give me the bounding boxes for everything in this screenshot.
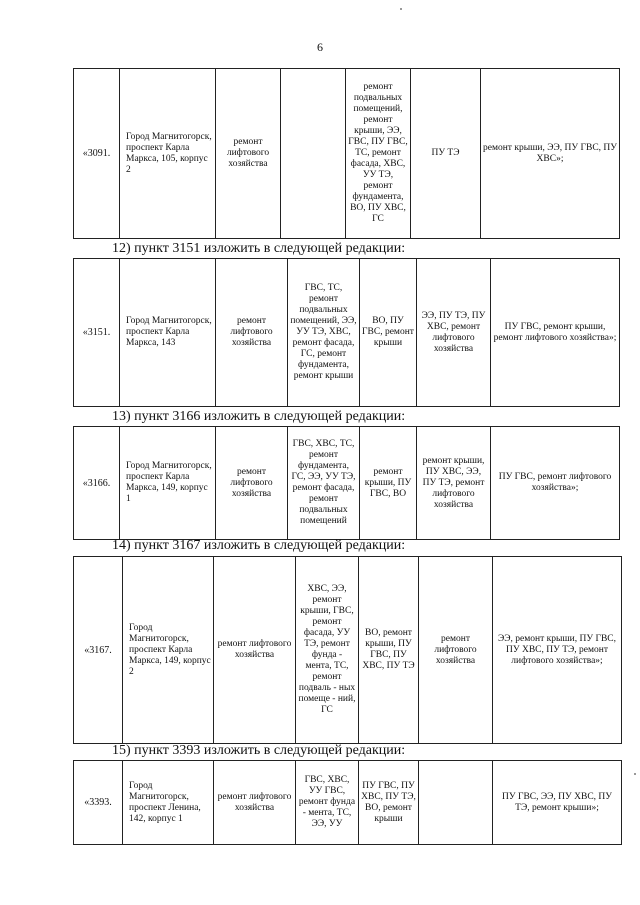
amendment-heading: 15) пункт 3393 изложить в следующей редакции: bbox=[112, 743, 406, 758]
item-number: «3393. bbox=[74, 761, 123, 845]
address-cell: Город Магнитогорск, проспект Карла Маркса, 105, корпус 2 bbox=[120, 69, 216, 239]
work-cell-7: ЭЭ, ремонт крыши, ПУ ГВС, ПУ ХВС, ПУ ТЭ, ремонт лифтового хозяйства»; bbox=[493, 557, 622, 744]
address-cell: Город Магнитогорск, проспект Ленина, 142, корпус 1 bbox=[123, 761, 214, 845]
work-cell-4: ГВС, ХВС, ТС, ремонт фундамента, ГС, ЭЭ, УУ ТЭ, ремонт фасада, ремонт подвальных помещений bbox=[288, 427, 360, 540]
work-cell-3: ремонт лифтового хозяйства bbox=[216, 69, 281, 239]
work-cell-4: ГВС, ТС, ремонт подвальных помещений, ЭЭ, УУ ТЭ, ХВС, ремонт фасада, ГС, ремонт фундамента, ремонт крыши bbox=[288, 259, 360, 407]
item-number: «3166. bbox=[74, 427, 120, 540]
table-row bbox=[74, 259, 620, 407]
table-item-3091 bbox=[73, 68, 620, 239]
table-item-3167 bbox=[73, 556, 622, 744]
work-cell-3: ремонт лифтового хозяйства bbox=[214, 557, 296, 744]
work-cell-5: ВО, ремонт крыши, ПУ ГВС, ПУ ХВС, ПУ ТЭ bbox=[359, 557, 419, 744]
work-cell-7: ПУ ГВС, ремонт лифтового хозяйства»; bbox=[491, 427, 620, 540]
table-row bbox=[74, 761, 622, 845]
address-cell: Город Магнитогорск, проспект Карла Маркса, 143 bbox=[120, 259, 216, 407]
address-cell: Город Магнитогорск, проспект Карла Маркса, 149, корпус 2 bbox=[123, 557, 214, 744]
scan-speck bbox=[400, 8, 402, 10]
scan-speck bbox=[634, 773, 636, 775]
item-number: «3151. bbox=[74, 259, 120, 407]
work-cell-6: ПУ ТЭ bbox=[411, 69, 481, 239]
work-cell-3: ремонт лифтового хозяйства bbox=[216, 259, 288, 407]
work-cell-6: ЭЭ, ПУ ТЭ, ПУ ХВС, ремонт лифтового хозяйства bbox=[417, 259, 491, 407]
table-row bbox=[74, 69, 620, 239]
work-cell-4: ХВС, ЭЭ, ремонт крыши, ГВС, ремонт фасада, УУ ТЭ, ремонт фунда - мента, ТС, ремонт подваль - ных помеще - ний, ГС bbox=[296, 557, 359, 744]
work-cell-7: ремонт крыши, ЭЭ, ПУ ГВС, ПУ ХВС»; bbox=[481, 69, 620, 239]
work-cell-6 bbox=[419, 761, 493, 845]
table-row bbox=[74, 557, 622, 744]
work-cell-6: ремонт крыши, ПУ ХВС, ЭЭ, ПУ ТЭ, ремонт лифтового хозяйства bbox=[417, 427, 491, 540]
amendment-heading: 14) пункт 3167 изложить в следующей редакции: bbox=[112, 538, 406, 553]
table-item-3166 bbox=[73, 426, 620, 540]
amendment-heading: 13) пункт 3166 изложить в следующей редакции: bbox=[112, 409, 406, 424]
address-cell: Город Магнитогорск, проспект Карла Маркса, 149, корпус 1 bbox=[120, 427, 216, 540]
item-number: «3091. bbox=[74, 69, 120, 239]
item-number: «3167. bbox=[74, 557, 123, 744]
table-row bbox=[74, 427, 620, 540]
work-cell-4 bbox=[281, 69, 346, 239]
work-cell-3: ремонт лифтового хозяйства bbox=[214, 761, 296, 845]
work-cell-5: ремонт подвальных помещений, ремонт крыши, ЭЭ, ГВС, ПУ ГВС, ТС, ремонт фасада, ХВС, УУ ТЭ, ремонт фундамента, ВО, ПУ ХВС, ГС bbox=[346, 69, 411, 239]
work-cell-7: ПУ ГВС, ремонт крыши, ремонт лифтового хозяйства»; bbox=[491, 259, 620, 407]
table-item-3393 bbox=[73, 760, 622, 845]
work-cell-4: ГВС, ХВС, УУ ГВС, ремонт фунда - мента, ТС, ЭЭ, УУ bbox=[296, 761, 359, 845]
work-cell-6: ремонт лифтового хозяйства bbox=[419, 557, 493, 744]
page-number: 6 bbox=[317, 40, 323, 54]
work-cell-5: ремонт крыши, ПУ ГВС, ВО bbox=[360, 427, 417, 540]
amendment-heading: 12) пункт 3151 изложить в следующей редакции: bbox=[112, 241, 406, 256]
work-cell-3: ремонт лифтового хозяйства bbox=[216, 427, 288, 540]
work-cell-5: ВО, ПУ ГВС, ремонт крыши bbox=[360, 259, 417, 407]
work-cell-5: ПУ ГВС, ПУ ХВС, ПУ ТЭ, ВО, ремонт крыши bbox=[359, 761, 419, 845]
work-cell-7: ПУ ГВС, ЭЭ, ПУ ХВС, ПУ ТЭ, ремонт крыши»; bbox=[493, 761, 622, 845]
table-item-3151 bbox=[73, 258, 620, 407]
